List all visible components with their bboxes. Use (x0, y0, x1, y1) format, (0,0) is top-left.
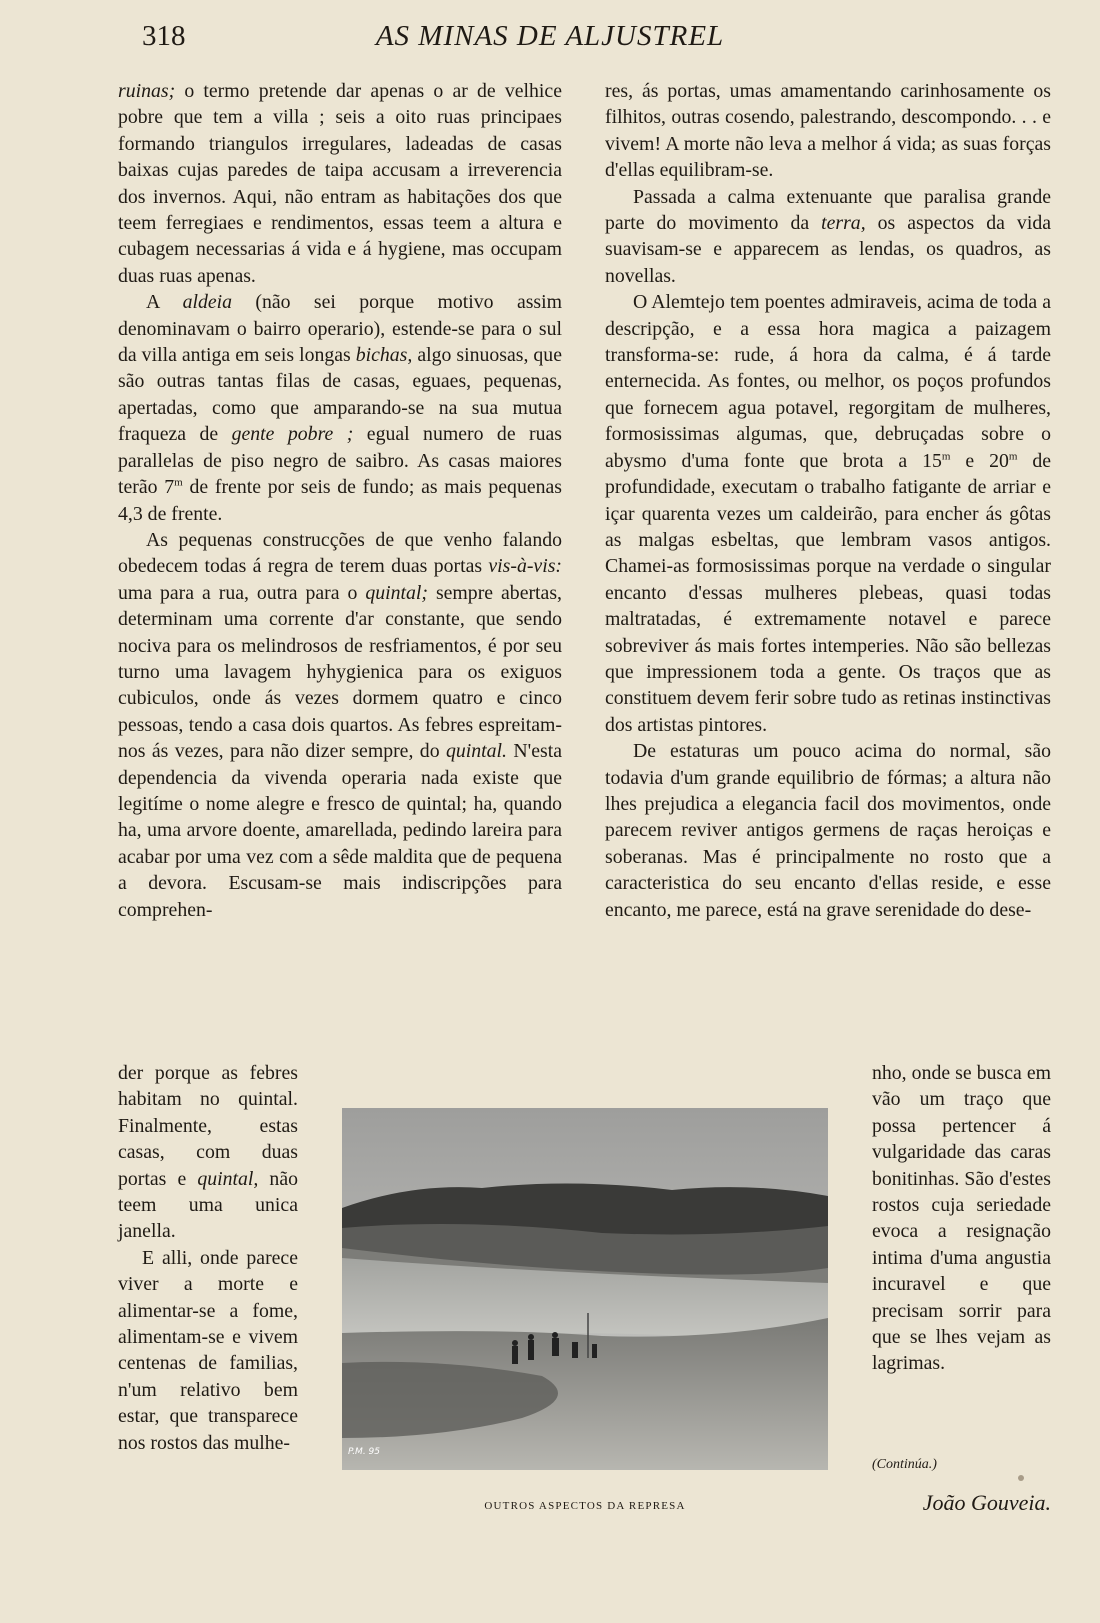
paragraph: E alli, onde parece viver a morte e alimentar-se a fome, alimentam-se e vivem centenas de familias, n'um relativo bem estar, que transparece nos rostos das mulhe- (118, 1246, 298, 1454)
paragraph: nho, onde se busca em vão um traço que possa pertencer á vulgaridade das caras bonitinhas. São d'estes rostos cuja seriedade evoca a resignação intima d'uma angustia incuravel e que precisam sorrir para que se lhes vejam as lagrimas. (872, 1062, 1051, 1375)
paragraph: As pequenas construcções de que venho falando obedecem todas á regra de terem duas portas vis-à-vis: uma para a rua, outra para o quintal; sempre abertas, determinam uma corrente d'ar constante, que sendo nociva para os melindrosos de resfriamentos, é por seu turno uma lavagem hyhygienica para os exiguos cubiculos, onde ás vezes dormem quatro e cinco pessoas, tendo a casa dois quartos. As febres espreitam-nos ás vezes, para não dizer sempre, do quintal. N'esta dependencia da vivenda operaria nada existe que legitíme o nome alegre e fresco de quintal; ha, quando ha, uma arvore doente, amarellada, pedindo lareira para acabar por uma vez com a sêde maldita que de pequena a devora. Escusam-se mais indiscripções para comprehen- (118, 528, 562, 921)
paragraph: res, ás portas, umas amamentando carinhosamente os filhitos, outras cosendo, palestrando, descompondo. . . e vivem! A morte não leva a melhor á vida; as suas forças d'ellas equilibram-se. (605, 80, 1051, 182)
paragraph: O Alemtejo tem poentes admiraveis, acima de toda a descripção, e a essa hora magica a paizagem transforma-se: rude, á hora da calma, é á tarde enternecida. As fontes, ou melhor, os poços profundos que fornecem agua potavel, regorgitam de mulheres, formosissimas algumas, que, debruçadas sobre o abysmo d'uma fonte que brota a 15$^m$ e 20$^m$ de profundidade, executam o trabalho fatigante de arriar e içar quarenta vezes um caldeirão, para encher ás gôtas as malgas esbeltas, que lembram vasos antigos. Chamei-as formosissimas porque na verdade o singular encanto d'essas mulheres plebeas, quasi todas maltratadas, é extremamente notavel e parece sobreviver ás mais fortes intemperies. Não são bellezas que impressionem toda a gente. Os traços que as constituem devem ferir sobre tudo as retinas instinctivas dos artistas pintores. (605, 291, 1051, 736)
figure-caption: OUTROS ASPECTOS DA REPRESA (484, 1500, 686, 1512)
photo-signature: P.M. 95 (348, 1447, 380, 1457)
running-title: AS MINAS DE ALJUSTREL (375, 20, 725, 52)
left-column (118, 78, 562, 923)
paragraph: Passada a calma extenuante que paralisa grande parte do movimento da terra, os aspectos da vida suavisam-se e apparecem as lendas, os quadros, as novellas. (605, 185, 1051, 287)
right-narrow-column (872, 1060, 1051, 1377)
paragraph: De estaturas um pouco acima do normal, são todavia d'um grande equilibrio de fórmas; a altura não lhes prejudica a elegancia facil dos movimentos, onde parecem reviver antigos germens de raças heroiças e soberanas. Mas é principalmente no rosto que a caracteristica do seu encanto d'ellas reside, e esse encanto, me parece, está na grave serenidade do dese- (605, 740, 1051, 921)
ink-dot (1018, 1475, 1024, 1481)
page-number: 318 (142, 20, 186, 52)
right-column (605, 78, 1051, 923)
reservoir-photo (342, 1108, 828, 1470)
paragraph: ruinas; o termo pretende dar apenas o ar de velhice pobre que tem a villa ; seis a oito ruas principaes formando triangulos irregulares, ladeadas de casas baixas cujas paredes de taipa accusam a irreverencia dos invernos. Aqui, não entram as habitações dos que teem ferregiaes e rendimentos, essas teem a altura e cubagem necessarias á vida e á hygiene, mas occupam duas ruas apenas. (118, 80, 562, 287)
paragraph: der porque as febres habitam no quintal. Finalmente, estas casas, com duas portas e quintal, não teem uma unica janella. (118, 1062, 298, 1243)
continua-note: (Continúa.) (872, 1457, 937, 1472)
paragraph: A aldeia (não sei porque motivo assim denominavam o bairro operario), estende-se para o sul da villa antiga em seis longas bichas, algo sinuosas, que são outras tantas filas de casas, eguaes, pequenas, apertadas, como que amparando-se na sua mutua fraqueza de gente pobre ; egual numero de ruas parallelas de piso negro de saibro. As casas maiores terão 7$^m$ de frente por seis de fundo; as mais pequenas 4,3 de frente. (118, 291, 562, 525)
left-narrow-column (118, 1060, 298, 1456)
author-signature: João Gouveia. (922, 1490, 1051, 1515)
